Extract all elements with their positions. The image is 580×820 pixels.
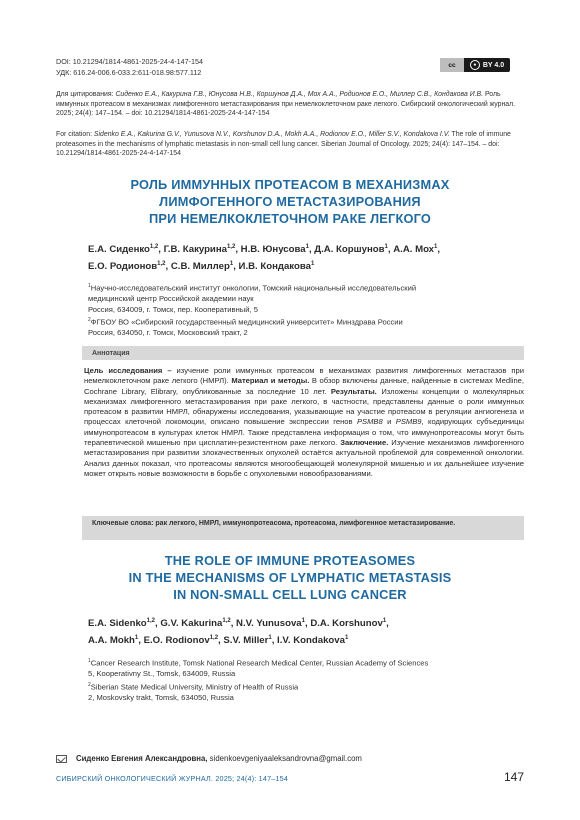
doi-udc-block	[56, 57, 203, 78]
author-en[interactable]	[160, 618, 230, 629]
authors-en-line: E.A. Sidenko$^{1,2}$, G.V. Kakurina$^{1,2}$, N.V. Yunusova$^1$, D.A. Korshunov$^1$,	[88, 618, 389, 630]
title-en-line: IN NON-SMALL CELL LUNG CANCER	[173, 587, 407, 602]
keywords-ru: Ключевые слова: рак легкого, НМРЛ, иммунопротеасома, протеасома, лимфогенное метастазирование.	[82, 516, 524, 540]
author-affil-sup: 1	[384, 244, 388, 250]
author-ru[interactable]	[314, 244, 388, 255]
license-version: BY 4.0	[482, 61, 505, 69]
gene-psmb9: PSMB9	[395, 417, 422, 427]
affiliation-line: 5, Kooperativny St., Tomsk, 634009, Russia	[88, 669, 236, 679]
affiliation-line	[88, 680, 518, 693]
affil-text: Научно-исследовательский институт онкологии, Томский национальный исследовательский	[90, 283, 417, 293]
author-name: N.V. Yunusova	[236, 618, 302, 630]
affil-text: ФГБОУ ВО «Сибирский государственный медицинский университет» Минздрава России	[90, 317, 403, 327]
affil-sup: 2	[88, 681, 91, 688]
title-ru-line: ПРИ НЕМЕЛКОКЛЕТОЧНОМ РАКЕ ЛЕГКОГО	[148, 211, 432, 226]
author-name: Н.В. Юнусова	[240, 244, 306, 256]
abstract-methods-label: Материал и методы.	[231, 376, 310, 386]
abstract-aim-text: изучение роли иммунных протеасом в механизмах развития лимфогенных метастазов при немелкоклеточном раке легкого (НМРЛ).	[84, 366, 524, 386]
author-affil-sup: 1	[301, 618, 305, 624]
authors-en-line: A.A. Mokh$^1$, E.O. Rodionov$^{1,2}$, S.V. Miller$^1$, I.V. Kondakova$^1$	[88, 635, 349, 647]
title-en-line: IN THE MECHANISMS OF LYMPHATIC METASTASIS	[128, 570, 452, 585]
author-affil-sup: 1	[310, 261, 315, 268]
author-affil-sup: 1,2	[149, 244, 159, 250]
abstract-results-text: Изложены концепции о молекулярных механизмах лимфогенного метастазирования при раке легкого, в частности, представлены данные о роли иммунных протеасом в развитии НМРЛ, обнаружены исследования, указывающие на участие протеасом в регуляции ангиогенеза и процессах клеточной локомоции, описано повышение экспрессии генов	[84, 386, 524, 427]
affil-text: Siberian State Medical University, Ministry of Health of Russia	[90, 682, 299, 692]
article-title-en	[56, 552, 524, 603]
author-affil-sup: 1,2	[157, 261, 166, 268]
citation-ru-label: Для цитирования:	[56, 91, 116, 98]
author-name: Г.В. Какурина	[163, 244, 227, 256]
affil-sup: 1	[88, 283, 91, 289]
article-title-ru	[56, 176, 524, 227]
author-affil-sup: 1	[229, 261, 234, 268]
author-affil-sup: 1,2	[146, 618, 155, 624]
affil-sup: 2	[88, 317, 91, 324]
citation-en-authors: Sidenko E.A., Kakurina G.V., Yunusova N.V., Korshunov D.A., Mokh A.A., Rodionov E.O., Miller S.V., Kondakova I.V.	[93, 131, 450, 138]
author-name: Д.А. Коршунов	[314, 244, 385, 256]
citation-en-text: The role of immune proteasomes in the mechanisms of lymphatic metastasis in non-small cell lung cancer. Siberian Journal of Oncology. 2025; 24(4): 147–154. – doi: 10.21294/1814-4861-2025-24-4-147-154	[56, 131, 511, 158]
author-affil-sup: 1	[382, 618, 387, 624]
author-ru[interactable]	[88, 244, 158, 255]
affiliation-line: 2, Moskovsky trakt, Tomsk, 634050, Russia	[88, 692, 234, 702]
affil-text: Cancer Research Institute, Tomsk National Research Medical Center, Russian Academy of Sciences	[90, 658, 429, 668]
author-name: S.V. Miller	[223, 635, 269, 647]
author-affil-sup: 1	[344, 635, 349, 642]
by-license-label	[464, 60, 510, 70]
author-en[interactable]	[88, 618, 155, 629]
author-name: С.В. Миллер	[170, 261, 230, 273]
author-ru[interactable]	[164, 244, 236, 255]
author-name: G.V. Kakurina	[160, 618, 223, 630]
author-name: E.A. Sidenko	[88, 618, 147, 630]
author-ru[interactable]	[171, 261, 233, 272]
cc-license-badge[interactable]	[440, 58, 510, 72]
corresponding-author-email[interactable]: sidenkoevgeniyaaleksandrovna@gmail.com	[207, 754, 362, 763]
title-ru-line: РОЛЬ ИММУННЫХ ПРОТЕАСОМ В МЕХАНИЗМАХ	[130, 177, 450, 192]
author-name: D.A. Korshunov	[310, 618, 383, 630]
gene-psmb8: PSMB8	[356, 417, 383, 427]
doi-line: DOI: 10.21294/1814-4861-2025-24-4-147-154	[56, 57, 204, 66]
author-en[interactable]	[144, 635, 218, 646]
citation-en	[56, 130, 524, 159]
author-affil-sup: 1	[268, 635, 272, 642]
envelope-icon	[56, 755, 67, 763]
abstract-aim-label: Цель исследования –	[84, 366, 172, 375]
authors-ru-line: Е.А. Сиденко$^{1,2}$, Г.В. Какурина$^{1,2}$, Н.В. Юнусова$^1$, Д.А. Коршунов$^1$, А.А. Мох$^1$,	[88, 244, 441, 256]
correspondence	[76, 754, 362, 763]
udc-line: УДК: 616.24-006.6-033.2:611-018.98:577.112	[56, 67, 202, 77]
authors-ru	[88, 240, 528, 274]
affiliation-line	[88, 656, 518, 669]
abstract-conclusion-text: Изучение механизмов лимфогенного метастазирования при развитии злокачественных опухолей остаётся актуальной проблемой для современной онкологии. Анализ данных показал, что протеасомы являются многообещающей молекулярной мишенью и их дальнейшее изучение может открыть новые возможности в борьбе с опухолевыми новообразованиями.	[84, 438, 524, 478]
citation-ru-text: Роль иммунных протеасом в механизмах лимфогенного метастазирования при немелкоклеточном раке легкого. Сибирский онкологический журнал. 2025; 24(4): 147–154. – doi: 10.21294/1814-4861-2025-24-4-147-154	[56, 91, 516, 118]
author-name: А.А. Мох	[393, 244, 435, 256]
affiliation-line	[88, 281, 518, 294]
author-ru[interactable]	[393, 244, 437, 255]
author-name: A.A. Mokh	[88, 635, 135, 647]
author-name: I.V. Kondakova	[277, 635, 345, 647]
author-affil-sup: 1,2	[209, 635, 219, 642]
author-name: E.O. Rodionov	[143, 635, 210, 647]
citation-en-label: For citation:	[56, 131, 94, 138]
author-name: И.В. Кондакова	[238, 261, 311, 273]
abstract-conclusion-label: Заключение.	[340, 438, 389, 448]
citation-ru	[56, 90, 524, 119]
abstract-results-text: , кодирующих субъединицы иммунопротеасом в культурах клеток НМРЛ. Также представлена информация о том, что иммунопротеасомы могут быть терапевтической мишенью при цисплатин-резистентном раке легкого.	[84, 417, 524, 448]
abstract-results-text: и	[382, 417, 396, 427]
author-en[interactable]	[88, 635, 138, 646]
abstract-ru	[84, 366, 524, 479]
corresponding-author-name: Сиденко Евгения Александровна,	[76, 754, 208, 763]
abstract-methods-text: В обзор включены данные, найденные в системах Medline, Cochrane Library, Elibrary, опубликованные за последние 10 лет.	[84, 376, 524, 396]
affiliation-line	[88, 315, 518, 328]
author-name: Е.О. Родионов	[88, 261, 158, 273]
attribution-person-icon: ●	[470, 60, 480, 70]
cc-icon: cc	[440, 58, 464, 72]
author-ru[interactable]	[88, 261, 166, 272]
abstract-results-label: Результаты.	[330, 386, 377, 396]
author-ru[interactable]	[239, 261, 315, 272]
author-ru[interactable]	[241, 244, 309, 255]
affiliations-ru	[88, 281, 518, 339]
author-affil-sup: 1	[434, 244, 438, 250]
title-ru-line: ЛИМФОГЕННОГО МЕТАСТАЗИРОВАНИЯ	[159, 194, 421, 209]
affiliations-en	[88, 656, 518, 703]
author-affil-sup: 1,2	[222, 618, 231, 624]
authors-en	[88, 614, 528, 648]
authors-ru-line: Е.О. Родионов$^{1,2}$, С.В. Миллер$^1$, И.В. Кондакова$^1$	[88, 261, 315, 273]
author-affil-sup: 1	[134, 635, 139, 642]
author-en[interactable]	[310, 618, 386, 629]
author-affil-sup: 1	[305, 244, 309, 250]
author-name: Е.А. Сиденко	[88, 244, 150, 256]
author-affil-sup: 1,2	[226, 244, 236, 250]
author-en[interactable]	[223, 635, 271, 646]
footer-journal: СИБИРСКИЙ ОНКОЛОГИЧЕСКИЙ ЖУРНАЛ. 2025; 24(4): 147–154	[56, 774, 289, 783]
title-en-line: THE ROLE OF IMMUNE PROTEASOMES	[164, 553, 416, 568]
affil-sup: 1	[88, 658, 91, 664]
affiliation-line: Россия, 634009, г. Томск, пер. Кооперативный, 5	[88, 304, 258, 314]
page-number: 147	[504, 770, 525, 784]
citation-ru-authors: Сиденко Е.А., Какурина Г.В., Юнусова Н.В., Коршунов Д.А., Мох А.А., Родионов Е.О., Миллер С.В., Кондакова И.В.	[115, 91, 484, 98]
author-en[interactable]	[277, 635, 348, 646]
author-en[interactable]	[236, 618, 305, 629]
annotation-heading: Аннотация	[82, 346, 524, 360]
affiliation-line: медицинский центр Российской академии наук	[88, 294, 254, 304]
affiliation-line: Россия, 634050, г. Томск, Московский тракт, 2	[88, 328, 248, 338]
